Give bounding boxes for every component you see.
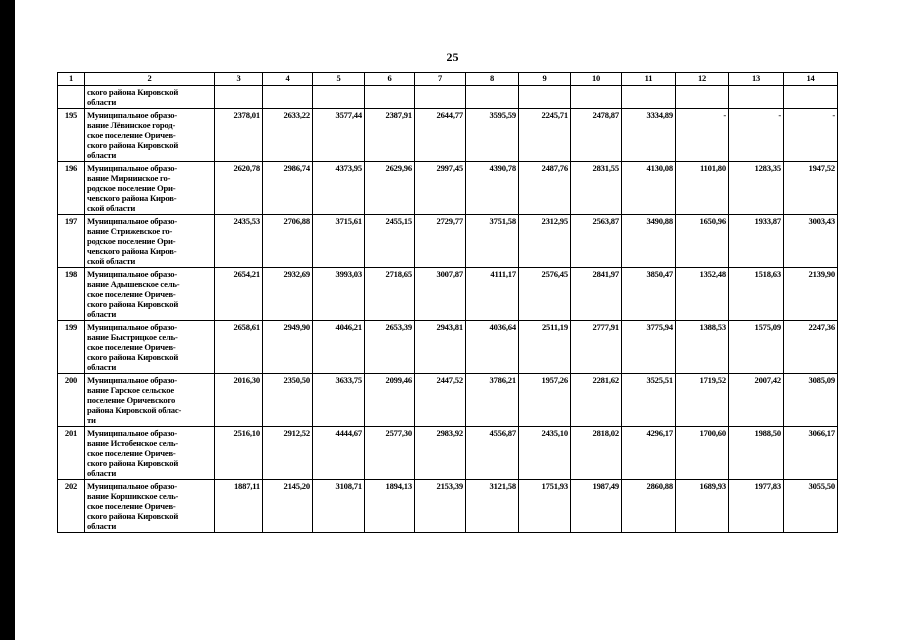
- row-number: 196: [58, 162, 85, 215]
- value-cell: [571, 86, 622, 109]
- name-line: Муниципальное образо-: [87, 322, 178, 332]
- value-cell: [263, 86, 313, 109]
- name-line: Муниципальное образо-: [87, 375, 178, 385]
- value-cell: 2620,78: [215, 162, 263, 215]
- value-cell: 1977,83: [729, 480, 784, 533]
- name-line: ской области: [87, 203, 136, 213]
- value-cell: [365, 86, 415, 109]
- name-line: вание Истобенское сель-: [87, 438, 178, 448]
- column-header: 3: [215, 73, 263, 86]
- value-cell: 2577,30: [365, 427, 415, 480]
- value-cell: 2654,21: [215, 268, 263, 321]
- value-cell: 3715,61: [313, 215, 365, 268]
- value-cell: 1650,96: [676, 215, 729, 268]
- value-cell: 1101,80: [676, 162, 729, 215]
- row-number: 197: [58, 215, 85, 268]
- name-line: Муниципальное образо-: [87, 269, 178, 279]
- name-line: района Кировской облас-: [87, 405, 182, 415]
- value-cell: 2312,95: [519, 215, 571, 268]
- name-line: вание Гарское сельское: [87, 385, 174, 395]
- value-cell: 1700,60: [676, 427, 729, 480]
- municipality-name: [85, 86, 215, 109]
- column-header: 10: [571, 73, 622, 86]
- table-row: [58, 268, 838, 321]
- value-cell: 2576,45: [519, 268, 571, 321]
- value-cell: 3577,44: [313, 109, 365, 162]
- value-cell: 2860,88: [622, 480, 676, 533]
- value-cell: [466, 86, 519, 109]
- value-cell: 2943,81: [415, 321, 466, 374]
- value-cell: 3786,21: [466, 374, 519, 427]
- value-cell: 2718,65: [365, 268, 415, 321]
- value-cell: [784, 86, 838, 109]
- row-number: 200: [58, 374, 85, 427]
- row-number: 199: [58, 321, 85, 374]
- value-cell: 3850,47: [622, 268, 676, 321]
- row-number: 201: [58, 427, 85, 480]
- value-cell: 3121,58: [466, 480, 519, 533]
- name-line: ти: [87, 415, 96, 425]
- name-line: ское поселение Оричев-: [87, 342, 176, 352]
- column-header: 2: [85, 73, 215, 86]
- value-cell: 2153,39: [415, 480, 466, 533]
- value-cell: 3775,94: [622, 321, 676, 374]
- column-header: 11: [622, 73, 676, 86]
- value-cell: 2912,52: [263, 427, 313, 480]
- column-header: 1: [58, 73, 85, 86]
- name-line: поселение Оричевского: [87, 395, 176, 405]
- value-cell: 3490,88: [622, 215, 676, 268]
- value-cell: 4111,17: [466, 268, 519, 321]
- value-cell: 4036,64: [466, 321, 519, 374]
- value-cell: 2139,90: [784, 268, 838, 321]
- value-cell: 2099,46: [365, 374, 415, 427]
- value-cell: 2644,77: [415, 109, 466, 162]
- value-cell: 2841,97: [571, 268, 622, 321]
- name-line: ского района Кировской: [87, 140, 179, 150]
- value-cell: [519, 86, 571, 109]
- value-cell: 2145,20: [263, 480, 313, 533]
- name-line: вание Лёвинское город-: [87, 120, 176, 130]
- value-cell: 2516,10: [215, 427, 263, 480]
- value-cell: 4556,87: [466, 427, 519, 480]
- value-cell: 2387,91: [365, 109, 415, 162]
- name-line: родское поселение Ори-: [87, 236, 176, 246]
- value-cell: 2653,39: [365, 321, 415, 374]
- name-line: Муниципальное образо-: [87, 163, 178, 173]
- column-header: 5: [313, 73, 365, 86]
- row-number: [58, 86, 85, 109]
- column-header: 13: [729, 73, 784, 86]
- value-cell: 3007,87: [415, 268, 466, 321]
- name-line: родское поселение Ори-: [87, 183, 176, 193]
- name-line: области: [87, 309, 117, 319]
- value-cell: 1933,87: [729, 215, 784, 268]
- column-header: 8: [466, 73, 519, 86]
- value-cell: 2658,61: [215, 321, 263, 374]
- name-line: ское поселение Оричев-: [87, 501, 176, 511]
- name-line: области: [87, 362, 117, 372]
- value-cell: 3085,09: [784, 374, 838, 427]
- value-cell: 2447,52: [415, 374, 466, 427]
- value-cell: 2949,90: [263, 321, 313, 374]
- value-cell: 1947,52: [784, 162, 838, 215]
- value-cell: 2281,62: [571, 374, 622, 427]
- value-cell: [415, 86, 466, 109]
- name-line: ского района Кировской: [87, 511, 179, 521]
- value-cell: 3633,75: [313, 374, 365, 427]
- row-number: 195: [58, 109, 85, 162]
- municipality-name: [85, 321, 215, 374]
- value-cell: 3334,89: [622, 109, 676, 162]
- value-cell: 1988,50: [729, 427, 784, 480]
- value-cell: 4444,67: [313, 427, 365, 480]
- value-cell: 1283,35: [729, 162, 784, 215]
- value-cell: 2997,45: [415, 162, 466, 215]
- name-line: вание Адышевское сель-: [87, 279, 180, 289]
- name-line: области: [87, 521, 117, 531]
- table-row: [58, 109, 838, 162]
- value-cell: 2487,76: [519, 162, 571, 215]
- value-cell: 2435,10: [519, 427, 571, 480]
- column-header: 4: [263, 73, 313, 86]
- name-line: чевского района Киров-: [87, 193, 177, 203]
- value-cell: 1894,13: [365, 480, 415, 533]
- value-cell: 3003,43: [784, 215, 838, 268]
- name-line: Муниципальное образо-: [87, 428, 178, 438]
- column-header: 7: [415, 73, 466, 86]
- value-cell: 2435,53: [215, 215, 263, 268]
- municipality-name: [85, 480, 215, 533]
- name-line: области: [87, 97, 117, 107]
- name-line: Муниципальное образо-: [87, 481, 178, 491]
- value-cell: 2247,36: [784, 321, 838, 374]
- value-cell: 2378,01: [215, 109, 263, 162]
- value-cell: 1352,48: [676, 268, 729, 321]
- value-cell: 2932,69: [263, 268, 313, 321]
- value-cell: 3993,03: [313, 268, 365, 321]
- value-cell: 2831,55: [571, 162, 622, 215]
- name-line: вание Стрижевское го-: [87, 226, 173, 236]
- value-cell: 1575,09: [729, 321, 784, 374]
- value-cell: 2818,02: [571, 427, 622, 480]
- value-cell: 3525,51: [622, 374, 676, 427]
- name-line: Муниципальное образо-: [87, 110, 178, 120]
- name-line: области: [87, 150, 117, 160]
- value-cell: 2777,91: [571, 321, 622, 374]
- table-row: [58, 321, 838, 374]
- column-header: 14: [784, 73, 838, 86]
- value-cell: 1987,49: [571, 480, 622, 533]
- value-cell: 2563,87: [571, 215, 622, 268]
- name-line: ское поселение Оричев-: [87, 448, 176, 458]
- value-cell: 2706,88: [263, 215, 313, 268]
- value-cell: 1887,11: [215, 480, 263, 533]
- municipality-name: [85, 215, 215, 268]
- name-line: ского района Кировской: [87, 87, 179, 97]
- name-line: вание Быстрицкое сель-: [87, 332, 178, 342]
- municipality-name: [85, 374, 215, 427]
- value-cell: 2983,92: [415, 427, 466, 480]
- municipality-name: [85, 268, 215, 321]
- value-cell: 1719,52: [676, 374, 729, 427]
- municipality-name: [85, 427, 215, 480]
- name-line: чевского района Киров-: [87, 246, 177, 256]
- municipality-name: [85, 109, 215, 162]
- name-line: ское поселение Оричев-: [87, 289, 176, 299]
- value-cell: 2478,87: [571, 109, 622, 162]
- name-line: Муниципальное образо-: [87, 216, 178, 226]
- value-cell: -: [676, 109, 729, 162]
- table-row: [58, 374, 838, 427]
- value-cell: 4373,95: [313, 162, 365, 215]
- value-cell: 2633,22: [263, 109, 313, 162]
- value-cell: 2455,15: [365, 215, 415, 268]
- value-cell: 4296,17: [622, 427, 676, 480]
- value-cell: -: [729, 109, 784, 162]
- value-cell: 1957,26: [519, 374, 571, 427]
- table-row: [58, 215, 838, 268]
- value-cell: 2986,74: [263, 162, 313, 215]
- name-line: ское поселение Оричев-: [87, 130, 176, 140]
- column-header: 6: [365, 73, 415, 86]
- value-cell: 3595,59: [466, 109, 519, 162]
- row-number: 202: [58, 480, 85, 533]
- column-header: 9: [519, 73, 571, 86]
- page-number: 25: [446, 50, 459, 64]
- value-cell: 4046,21: [313, 321, 365, 374]
- tariff-table: [57, 72, 838, 533]
- table-row: [58, 427, 838, 480]
- column-header: 12: [676, 73, 729, 86]
- value-cell: -: [784, 109, 838, 162]
- value-cell: 2629,96: [365, 162, 415, 215]
- table-row: [58, 480, 838, 533]
- value-cell: [729, 86, 784, 109]
- name-line: ского района Кировской: [87, 352, 179, 362]
- value-cell: [215, 86, 263, 109]
- value-cell: 3055,50: [784, 480, 838, 533]
- value-cell: 1689,93: [676, 480, 729, 533]
- name-line: вание Мирнинское го-: [87, 173, 171, 183]
- value-cell: 2729,77: [415, 215, 466, 268]
- value-cell: 2245,71: [519, 109, 571, 162]
- scan-edge-bar: [0, 0, 15, 640]
- value-cell: [313, 86, 365, 109]
- value-cell: 4390,78: [466, 162, 519, 215]
- value-cell: 4130,08: [622, 162, 676, 215]
- value-cell: [676, 86, 729, 109]
- value-cell: 3751,58: [466, 215, 519, 268]
- municipality-name: [85, 162, 215, 215]
- value-cell: 3108,71: [313, 480, 365, 533]
- value-cell: 1518,63: [729, 268, 784, 321]
- name-line: ского района Кировской: [87, 299, 179, 309]
- table-row: [58, 162, 838, 215]
- header-row: [58, 73, 838, 86]
- value-cell: [622, 86, 676, 109]
- value-cell: 2007,42: [729, 374, 784, 427]
- name-line: ской области: [87, 256, 136, 266]
- value-cell: 2350,50: [263, 374, 313, 427]
- value-cell: 2016,30: [215, 374, 263, 427]
- table-row: [58, 86, 838, 109]
- name-line: области: [87, 468, 117, 478]
- value-cell: 3066,17: [784, 427, 838, 480]
- row-number: 198: [58, 268, 85, 321]
- name-line: ского района Кировской: [87, 458, 179, 468]
- value-cell: 2511,19: [519, 321, 571, 374]
- value-cell: 1388,53: [676, 321, 729, 374]
- value-cell: 1751,93: [519, 480, 571, 533]
- name-line: вание Коршикское сель-: [87, 491, 179, 501]
